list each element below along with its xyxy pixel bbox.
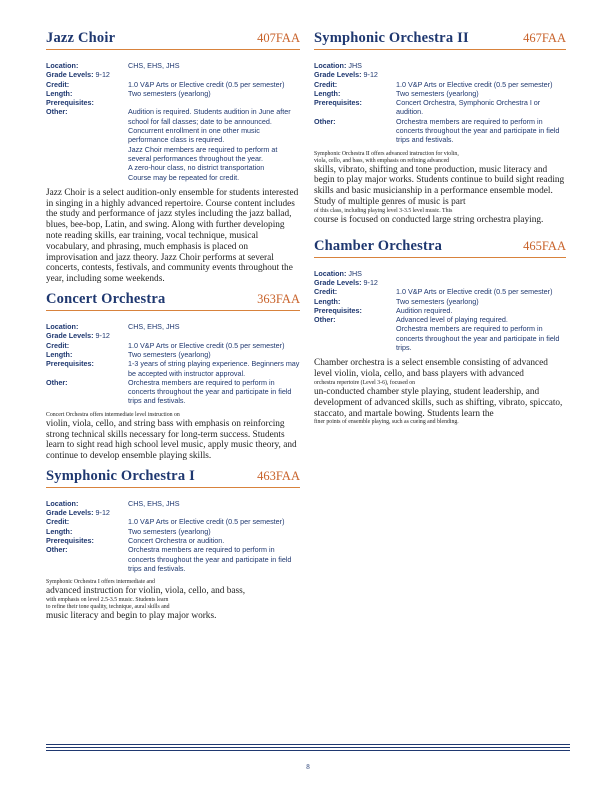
other-label: Other: <box>314 116 336 126</box>
description-small-text: with emphasis on level 2.5-3.5 music. Students learn <box>46 597 169 604</box>
footer-rule-bottom <box>46 750 570 751</box>
length-label: Length: <box>46 526 73 536</box>
length-label: Length: <box>46 88 73 98</box>
course-header <box>46 291 300 311</box>
course-title: Concert Orchestra <box>46 291 166 308</box>
grade-levels-label: Grade Levels: 9-12 <box>46 331 110 341</box>
prerequisites-value: Concert Orchestra or audition. <box>128 536 225 546</box>
other-value: Orchestra members are required to perform in concerts throughout the year and participate in field trips and festivals. <box>128 377 292 406</box>
location-value: CHS, EHS, JHS <box>128 498 180 508</box>
grade-levels-label: Grade Levels: 9-12 <box>314 277 378 287</box>
prerequisites-value: Concert Orchestra, Symphonic Orchestra I or audition. <box>396 98 541 117</box>
grade-levels-value: 9-12 <box>95 508 110 518</box>
course-info <box>46 61 300 182</box>
length-value: Two semesters (yearlong) <box>396 88 479 98</box>
description-small-text: to refine their tone quality, technique, aural skills and <box>46 604 170 611</box>
grade-levels-label: Grade Levels: 9-12 <box>46 508 110 518</box>
length-value: Two semesters (yearlong) <box>128 88 211 98</box>
location-label: Location: <box>46 61 79 70</box>
right-column <box>314 30 566 432</box>
course-chamber-orchestra <box>314 238 566 427</box>
description-text: course is focused on conducted large string orchestra playing. <box>314 214 544 225</box>
grade-levels-value: 9-12 <box>363 70 378 80</box>
description-text: violin, viola, cello, and string bass with emphasis on reinforcing strong technical skills necessary for long-term success. Students learn to sight read high school level music, apply music theory, and continue to develop ensemble playing skills. <box>46 418 297 462</box>
other-value: Orchestra members are required to perform in concerts throughout the year and participate in field trips and festivals. <box>128 545 292 573</box>
course-description: Jazz Choir is a select audition-only ensemble for students interested in singing in a highly advanced repertoire. Course content includes the study and performance of jazz styles including the jazz ballad, blues, bee-bop, Latin, and swing. Along with further developing note reading skills, ear training, vocal technique, musical vocabulary, and phrasing, much emphasis is placed on improvisation and jazz theory. Jazz Choir performs at several concerts, contests, festivals, and community events throughout the year, including some weekends. <box>46 187 299 285</box>
course-title: Chamber Orchestra <box>314 237 443 254</box>
other-value: Advanced level of playing required. Orchestra members are required to perform in concerts throughout the year and participate in field trips. <box>396 315 560 353</box>
description-small-text: orchestra repertoire (Level 3-6), focused on <box>314 379 416 386</box>
description-text: skills, vibrato, shifting and tone production, music literacy and begin to play major works. Students continue to build sight reading skills and basic musicianship in a performance ensemble model. Study of multiple genres of music is part <box>314 164 565 208</box>
other-value: Orchestra members are required to perform in concerts throughout the year and participate in field trips and festivals. <box>396 116 560 145</box>
prerequisites-label: Prerequisites: <box>314 98 362 108</box>
credit-label: Credit: <box>314 287 338 297</box>
course-header <box>314 30 566 50</box>
course-description <box>314 358 566 426</box>
left-column <box>46 30 300 628</box>
location-value: JHS <box>348 268 362 278</box>
other-label: Other: <box>314 315 336 325</box>
credit-label: Credit: <box>46 340 70 350</box>
course-symphonic-orchestra-2 <box>314 30 566 226</box>
other-label: Other: <box>46 107 68 117</box>
grade-levels-label: Grade Levels: 9-12 <box>46 70 110 80</box>
course-jazz-choir <box>46 30 300 285</box>
description-text: music literacy and begin to play major works. <box>46 611 217 622</box>
course-title: Symphonic Orchestra II <box>314 30 469 46</box>
other-label: Other: <box>46 377 68 387</box>
footer-rule-top <box>46 744 570 745</box>
course-code: 463FAA <box>257 468 300 483</box>
course-info <box>46 322 300 406</box>
location-value: JHS <box>348 61 362 70</box>
course-symphonic-orchestra-1 <box>46 468 300 622</box>
other-value: Audition is required. Students audition in June after school for fall classes; date to be announced. Concurrent enrollment in one other music performance class is required. Jazz Choir members are required to perform at several performances throughout the year. A zero-hour class, no district transportation Course may be repeated for credit. <box>128 107 291 182</box>
description-small-text: viola, cello, and bass, with emphasis on refining advanced <box>314 157 450 164</box>
length-label: Length: <box>46 349 73 359</box>
location-label: Location: <box>46 498 79 508</box>
course-info <box>314 269 566 353</box>
description-text: un-conducted chamber style playing, student leadership, and development of advanced skills, such as shifting, vibrato, spiccato, staccato, and martale bowing. Students learn the <box>314 386 563 419</box>
description-text: Chamber orchestra is a select ensemble consisting of advanced level violin, viola, cello, and bass players with advanced <box>314 358 548 380</box>
course-header <box>314 238 566 258</box>
grade-levels-value: 9-12 <box>95 70 110 80</box>
course-info <box>314 61 566 145</box>
credit-value: 1.0 V&P Arts or Elective credit (0.5 per semester) <box>128 517 285 527</box>
description-small-text: Symphonic Orchestra II offers advanced instruction for violin, <box>314 150 459 157</box>
prerequisites-value <box>128 98 300 107</box>
course-code: 407FAA <box>257 31 300 45</box>
credit-label: Credit: <box>46 79 70 89</box>
length-label: Length: <box>314 88 341 98</box>
description-small-text: Symphonic Orchestra I offers intermediate and <box>46 579 155 586</box>
course-description <box>46 412 300 462</box>
page-number: 8 <box>306 763 310 771</box>
credit-value: 1.0 V&P Arts or Elective credit (0.5 per semester) <box>396 79 553 89</box>
footer-rule-middle <box>46 747 570 748</box>
length-value: Two semesters (yearlong) <box>396 296 479 306</box>
location-value: CHS, EHS, JHS <box>128 322 180 332</box>
location-label: Location: <box>46 322 79 332</box>
course-header <box>46 468 300 488</box>
prerequisites-label: Prerequisites: <box>46 359 94 369</box>
course-code: 465FAA <box>523 238 566 253</box>
course-concert-orchestra <box>46 291 300 462</box>
course-description <box>46 579 300 622</box>
credit-value: 1.0 V&P Arts or Elective credit (0.5 per semester) <box>396 287 553 297</box>
description-text: advanced instruction for violin, viola, cello, and bass, <box>46 586 246 597</box>
location-label: Location: JHS <box>314 268 362 278</box>
length-label: Length: <box>314 296 341 306</box>
course-code: 467FAA <box>523 31 566 45</box>
credit-value: 1.0 V&P Arts or Elective credit (0.5 per semester) <box>128 340 285 350</box>
credit-label: Credit: <box>46 517 70 527</box>
grade-levels-value: 9-12 <box>95 331 110 341</box>
course-description <box>314 151 566 226</box>
grade-levels-label: Grade Levels: 9-12 <box>314 70 378 80</box>
prerequisites-label: Prerequisites: <box>46 536 94 546</box>
description-small-text: of this class, including playing level 3-3.5 level music. This <box>314 207 453 214</box>
location-label: Location: JHS <box>314 61 362 70</box>
description-small-text: Concert Orchestra offers intermediate level instruction on <box>46 411 180 418</box>
course-title: Jazz Choir <box>46 30 116 46</box>
prerequisites-label: Prerequisites: <box>314 305 362 315</box>
credit-value: 1.0 V&P Arts or Elective credit (0.5 per semester) <box>128 79 285 89</box>
length-value: Two semesters (yearlong) <box>128 526 211 536</box>
other-label: Other: <box>46 545 68 555</box>
prerequisites-value: Audition required. <box>396 305 453 315</box>
length-value: Two semesters (yearlong) <box>128 349 211 359</box>
location-value: CHS, EHS, JHS <box>128 61 180 70</box>
prerequisites-value: 1-3 years of string playing experience. Beginners may be accepted with instructor approval. <box>128 359 300 378</box>
course-info <box>46 499 300 573</box>
grade-levels-value: 9-12 <box>363 277 378 287</box>
course-code: 363FAA <box>257 292 300 307</box>
prerequisites-label: Prerequisites: <box>46 98 94 108</box>
course-title: Symphonic Orchestra I <box>46 467 195 484</box>
course-header <box>46 30 300 50</box>
description-small-text: finer points of ensemble playing, such as cueing and blending. <box>314 419 459 426</box>
credit-label: Credit: <box>314 79 338 89</box>
